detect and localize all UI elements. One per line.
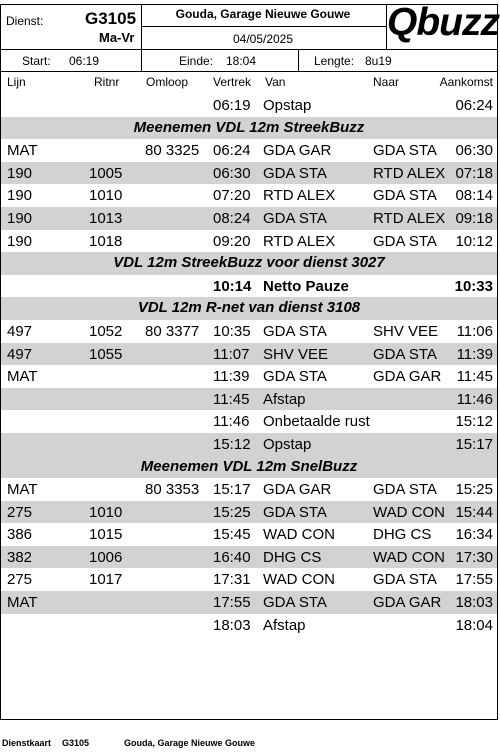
trip-row <box>1 388 497 411</box>
cell-naar: GDA STA <box>373 571 437 589</box>
cell-aankomst: 15:12 <box>455 413 493 431</box>
cell-vertrek: 11:07 <box>213 345 250 363</box>
cell-ritnr: 1052 <box>89 322 123 340</box>
cell-naar: WAD CON <box>373 548 445 566</box>
trip-row <box>1 320 497 343</box>
col-naar: Naar <box>373 75 400 89</box>
col-van: Van <box>265 75 286 89</box>
trip-row <box>1 207 497 230</box>
header-top <box>1 1 499 50</box>
cell-vertrek: 15:25 <box>213 503 251 521</box>
cell-aankomst: 15:25 <box>455 481 493 499</box>
cell-van: GDA STA <box>263 209 327 227</box>
footer-location: Gouda, Garage Nieuwe Gouwe <box>124 738 256 748</box>
cell-aankomst: 08:14 <box>455 187 493 205</box>
divider <box>141 26 386 27</box>
cell-van: RTD ALEX <box>263 187 336 205</box>
cell-aankomst: 11:06 <box>456 322 493 340</box>
cell-ritnr: 1018 <box>89 232 123 250</box>
pause-row <box>1 275 497 298</box>
col-ritnr: Ritnr <box>94 75 120 89</box>
cell-ritnr: 1017 <box>89 571 123 589</box>
cell-vertrek: 18:03 <box>213 616 251 634</box>
lengte-value: 8u19 <box>365 54 392 68</box>
cell-van: Afstap <box>263 390 306 408</box>
trip-row <box>1 433 497 456</box>
dienst-days: Ma-Vr <box>99 30 135 45</box>
cell-aankomst: 11:39 <box>456 345 493 363</box>
cell-ritnr: 1015 <box>89 526 123 544</box>
cell-van: Afstap <box>263 616 306 634</box>
qbuzz-logo: Qbuzz <box>387 1 499 44</box>
footer-code: G3105 <box>62 738 90 748</box>
cell-naar: GDA STA <box>373 232 437 250</box>
col-aankomst: Aankomst <box>439 75 493 89</box>
cell-vertrek: 10:35 <box>213 322 251 340</box>
cell-lijn: MAT <box>7 481 38 499</box>
cell-aankomst: 16:34 <box>455 526 493 544</box>
cell-naar: GDA GAR <box>373 594 442 612</box>
cell-naar: GDA STA <box>373 142 437 160</box>
trip-row <box>1 501 497 524</box>
cell-naar: DHG CS <box>373 526 432 544</box>
trip-row <box>1 162 497 185</box>
cell-lijn: 382 <box>7 548 33 566</box>
cell-lijn: 386 <box>7 526 33 544</box>
trip-row <box>1 94 497 117</box>
cell-van: GDA STA <box>263 164 327 182</box>
cell-vertrek: 11:46 <box>213 413 250 431</box>
dienst-label: Dienst: <box>6 14 44 28</box>
cell-van: GDA STA <box>263 594 327 612</box>
cell-lijn: MAT <box>7 142 38 160</box>
section-heading: Meenemen VDL 12m SnelBuzz <box>1 456 497 479</box>
cell-aankomst: 10:33 <box>454 277 493 295</box>
cell-van: Onbetaalde rust <box>263 413 370 431</box>
cell-van: GDA STA <box>263 503 327 521</box>
garage-location: Gouda, Garage Nieuwe Gouwe <box>175 7 351 21</box>
trip-row <box>1 478 497 501</box>
cell-vertrek: 08:24 <box>213 209 251 227</box>
cell-lijn: 497 <box>7 322 33 340</box>
dienst-code: G3105 <box>85 9 137 28</box>
cell-aankomst: 17:55 <box>455 571 493 589</box>
trip-row <box>1 365 497 388</box>
section-heading: Meenemen VDL 12m StreekBuzz <box>1 117 497 140</box>
cell-lijn: MAT <box>7 368 38 386</box>
trip-row <box>1 184 497 207</box>
cell-aankomst: 15:17 <box>455 435 493 453</box>
cell-van: DHG CS <box>263 548 322 566</box>
cell-aankomst: 18:04 <box>455 616 493 634</box>
cell-van: GDA STA <box>263 368 327 386</box>
cell-lijn: 190 <box>7 232 33 250</box>
cell-ritnr: 1010 <box>89 503 123 521</box>
cell-aankomst: 10:12 <box>455 232 493 250</box>
cell-ritnr: 1006 <box>89 548 123 566</box>
cell-vertrek: 11:45 <box>213 390 250 408</box>
cell-aankomst: 07:18 <box>455 164 493 182</box>
cell-lijn: 275 <box>7 571 33 589</box>
start-label: Start: <box>22 54 51 68</box>
cell-ritnr: 1013 <box>89 209 123 227</box>
column-headings <box>1 72 497 94</box>
cell-van: SHV VEE <box>263 345 329 363</box>
trip-row <box>1 410 497 433</box>
trip-row <box>1 343 497 366</box>
duty-rows <box>1 94 497 636</box>
cell-ritnr: 1055 <box>89 345 123 363</box>
divider <box>298 50 299 71</box>
divider <box>141 50 142 71</box>
section-heading: VDL 12m StreekBuzz voor dienst 3027 <box>1 252 497 275</box>
cell-naar: RTD ALEX <box>373 209 446 227</box>
cell-naar: SHV VEE <box>373 322 439 340</box>
cell-lijn: 190 <box>7 209 33 227</box>
col-lijn: Lijn <box>7 75 26 89</box>
cell-lijn: 275 <box>7 503 33 521</box>
cell-van: GDA STA <box>263 322 327 340</box>
cell-lijn: 497 <box>7 345 33 363</box>
cell-van: RTD ALEX <box>263 232 336 250</box>
trip-row <box>1 139 497 162</box>
section-heading: VDL 12m R-net van dienst 3108 <box>1 297 497 320</box>
cell-vertrek: 06:24 <box>213 142 251 160</box>
duty-card <box>0 1 499 720</box>
cell-vertrek: 06:19 <box>213 97 251 114</box>
cell-van: Opstap <box>263 435 312 453</box>
cell-naar: GDA STA <box>373 345 437 363</box>
cell-aankomst: 11:45 <box>456 368 493 386</box>
cell-naar: WAD CON <box>373 503 445 521</box>
cell-aankomst: 06:30 <box>455 142 493 160</box>
trip-row <box>1 546 497 569</box>
cell-vertrek: 06:30 <box>213 164 251 182</box>
cell-vertrek: 07:20 <box>213 187 251 205</box>
cell-vertrek: 15:12 <box>213 435 251 453</box>
cell-omloop: 80 3353 <box>145 481 200 499</box>
col-vertrek: Vertrek <box>213 75 252 89</box>
col-omloop: Omloop <box>146 75 189 89</box>
cell-vertrek: 17:55 <box>213 594 251 612</box>
cell-vertrek: 16:40 <box>213 548 251 566</box>
cell-aankomst: 09:18 <box>455 209 493 227</box>
cell-omloop: 80 3377 <box>145 322 200 340</box>
cell-lijn: 190 <box>7 164 33 182</box>
cell-naar: GDA STA <box>373 481 437 499</box>
cell-vertrek: 11:39 <box>213 368 250 386</box>
footer-label: Dienstkaart <box>2 738 52 748</box>
start-value: 06:19 <box>69 54 100 68</box>
cell-lijn: 190 <box>7 187 33 205</box>
einde-label: Einde: <box>179 54 214 68</box>
cell-van: GDA GAR <box>263 481 332 499</box>
lengte-label: Lengte: <box>314 54 355 68</box>
header-times <box>1 50 497 72</box>
cell-aankomst: 15:44 <box>455 503 493 521</box>
cell-vertrek: 15:45 <box>213 526 251 544</box>
cell-ritnr: 1010 <box>89 187 123 205</box>
cell-aankomst: 18:03 <box>455 594 493 612</box>
cell-aankomst: 11:46 <box>456 390 493 408</box>
cell-naar: GDA GAR <box>373 368 442 386</box>
trip-row <box>1 591 497 614</box>
cell-lijn: MAT <box>7 594 38 612</box>
cell-omloop: 80 3325 <box>145 142 200 160</box>
cell-naar: RTD ALEX <box>373 164 446 182</box>
trip-row <box>1 523 497 546</box>
cell-van: WAD CON <box>263 526 335 544</box>
einde-value: 18:04 <box>226 54 257 68</box>
cell-ritnr: 1005 <box>89 164 123 182</box>
cell-vertrek: 15:17 <box>213 481 251 499</box>
cell-vertrek: 09:20 <box>213 232 251 250</box>
cell-naar: GDA STA <box>373 187 437 205</box>
trip-row <box>1 568 497 591</box>
cell-van: GDA GAR <box>263 142 332 160</box>
trip-row <box>1 614 497 637</box>
cell-van: Netto Pauze <box>263 277 349 295</box>
cell-vertrek: 10:14 <box>213 277 252 295</box>
cell-aankomst: 06:24 <box>455 97 493 114</box>
cell-aankomst: 17:30 <box>455 548 493 566</box>
trip-row <box>1 230 497 253</box>
cell-vertrek: 17:31 <box>213 571 251 589</box>
duty-date: 04/05/2025 <box>232 32 294 46</box>
cell-van: Opstap <box>263 97 312 114</box>
cell-van: WAD CON <box>263 571 335 589</box>
